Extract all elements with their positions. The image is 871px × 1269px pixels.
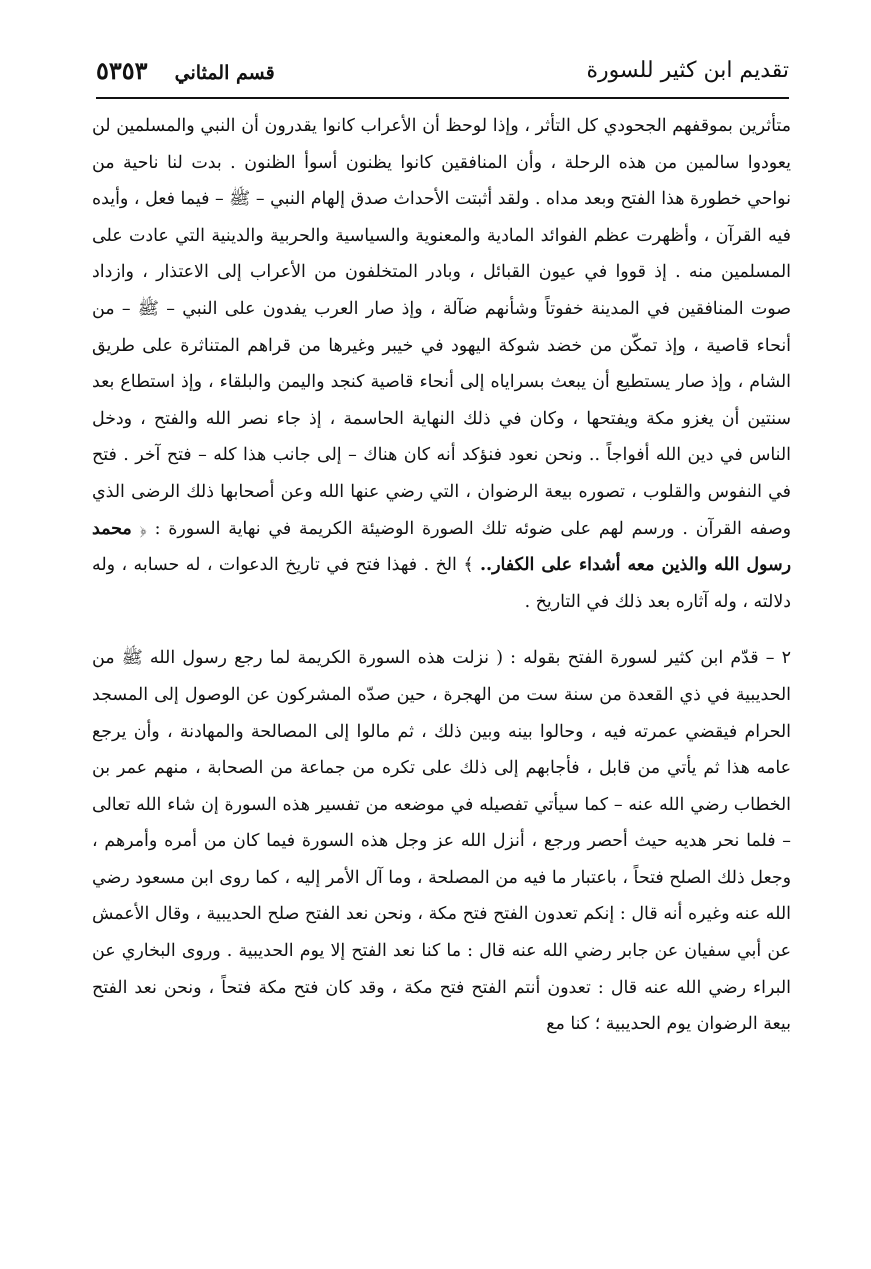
paragraph-1-ending: ﴾ الخ . فهذا فتح في تاريخ الدعوات ، له حسابه ، وله دلالته ، وله آثاره بعد ذلك في التاريخ . — [92, 555, 791, 612]
page-header — [96, 52, 789, 96]
section-label: قسم المثاني — [174, 62, 275, 84]
main-text — [92, 108, 791, 1043]
header-divider — [96, 97, 789, 99]
running-title: تقديم ابن كثير للسورة — [586, 58, 789, 83]
page-number: ٥٣٥٣ — [96, 56, 148, 85]
paragraph-2: ٢ – قدّم ابن كثير لسورة الفتح بقوله : ( نزلت هذه السورة الكريمة لما رجع رسول الله ﷺ من الحديبية في ذي القعدة من سنة ست من الهجرة ، حين صدّه المشركون عن الوصول إلى المسجد الحرام فيقضي عمرته فيه ، وحالوا بينه وبين ذلك ، ثم مالوا إلى المصالحة والمهادنة ، وأن يرجع عامه هذا ثم يأتي من قابل ، فأجابهم إلى ذلك على تكره من جماعة من الصحابة ، منهم عمر بن الخطاب رضي الله عنه – كما سيأتي تفصيله في موضعه من تفسير هذه السورة إن شاء الله تعالى – فلما نحر هديه حيث أحصر ورجع ، أنزل الله عز وجل هذه السورة فيما كان من أمره وأمرهم ، وجعل ذلك الصلح فتحاً ، باعتبار ما فيه من المصلحة ، وما آل الأمر إليه ، كما روى ابن مسعود رضي الله عنه وغيره أنه قال : إنكم تعدون الفتح فتح مكة ، ونحن نعد الفتح صلح الحديبية ، وقال الأعمش عن أبي سفيان عن جابر رضي الله عنه قال : ما كنا نعد الفتح إلا يوم الحديبية . وروى البخاري عن البراء رضي الله عنه قال : تعدون أنتم الفتح فتح مكة ، وقد كان فتح مكة فتحاً ، ونحن نعد الفتح بيعة الرضوان يوم الحديبية ؛ كنا مع — [92, 648, 791, 1035]
paragraph-1-text: متأثرين بموقفهم الجحودي كل التأثر ، وإذا لوحظ أن الأعراب كانوا يقدرون أن النبي والمسلمين لن يعودوا سالمين من هذه الرحلة ، وأن المنافقين كانوا يظنون أسوأ الظنون . بدت لنا ناحية من نواحي خطورة هذا الفتح وبعد مداه . ولقد أثبتت الأحداث صدق إلهام النبي – ﷺ – فيما فعل ، وأيده فيه القرآن ، وأظهرت عظم الفوائد المادية والمعنوية والسياسية والحربية والدينية التي عادت على المسلمين منه . إذ قووا في عيون القبائل ، وبادر المتخلفون من الأعراب إلى الاعتذار ، وازداد صوت المنافقين في المدينة خفوتاً وشأنهم ضآلة ، وإذ صار العرب يفدون على النبي – ﷺ – من أنحاء قاصية ، وإذ تمكّن من خضد شوكة اليهود في خيبر وغيرها من قراهم المتناثرة على طريق الشام ، وإذ صار يستطيع أن يبعث بسراياه إلى أنحاء قاصية كنجد واليمن والبلقاء ، وإذ استطاع بعد سنتين أن يغزو مكة ويفتحها ، وكان في ذلك النهاية الحاسمة ، إذ جاء نصر الله والفتح ، ودخل الناس في دين الله أفواجاً .. ونحن نعود فنؤكد أنه كان هناك – إلى جانب هذا كله – فتح آخر . فتح في النفوس والقلوب ، تصوره بيعة الرضوان ، التي رضي عنها الله وعن أصحابها ذلك الرضى الذي وصفه القرآن . ورسم لهم على ضوئه تلك الصورة الوضيئة الكريمة في نهاية السورة : ﴿ — [92, 116, 791, 539]
header-section-and-page — [96, 56, 275, 85]
paragraph-1 — [92, 108, 791, 620]
quran-quote: محمد رسول الله والذين معه أشداء على الكفار.. — [92, 518, 791, 576]
